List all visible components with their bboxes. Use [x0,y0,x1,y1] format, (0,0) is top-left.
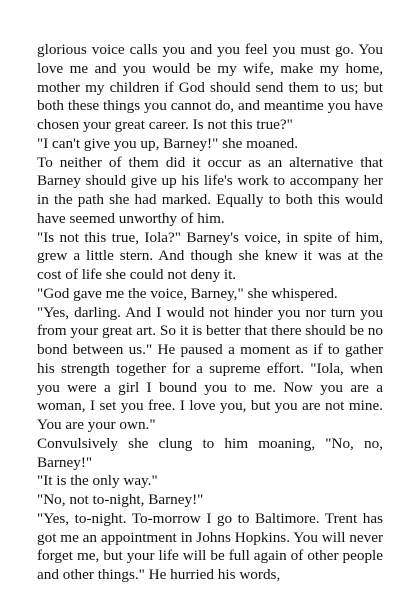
paragraph-7: Convulsively she clung to him moaning, "No, no, Barney!" [37,434,383,471]
paragraph-1: glorious voice calls you and you feel you must go. You love me and you would be my wife, make my home, mother my children if God should send them to us; but both these things you cannot do, and meantime you have chosen your great career. Is not this true?" [37,41,383,133]
paragraph-6: "Yes, darling. And I would not hinder you nor turn you from your great art. So it is better that there should be no bond between us." He paused a moment as if to gather his strength together for a supreme effort. "Iola, when you were a girl I bound you to me. Now you are a woman, I set you free. I love you, but you are not mine. You are your own." [37,303,383,433]
paragraph-3: To neither of them did it occur as an alternative that Barney should give up his life's work to accompany her in the path she had marked. Equally to both this would have seemed unworthy of him. [37,153,383,227]
book-page [37,41,383,585]
paragraph-8: "It is the only way." [37,472,158,490]
paragraph-2: "I can't give you up, Barney!" she moaned. [37,134,299,152]
paragraph-4: "Is not this true, Iola?" Barney's voice, in spite of him, grew a little stern. And though she knew it was at the cost of life she could not deny it. [37,228,383,283]
paragraph-9: "No, not to-night, Barney!" [37,491,204,508]
paragraph-5: "God gave me the voice, Barney," she whispered. [37,284,338,302]
paragraph-10: "Yes, to-night. To-morrow I go to Baltimore. Trent has got me an appointment in Johns Hopkins. You will never forget me, but your life will be full again of other people and other things." He hurried his words, [37,509,383,583]
